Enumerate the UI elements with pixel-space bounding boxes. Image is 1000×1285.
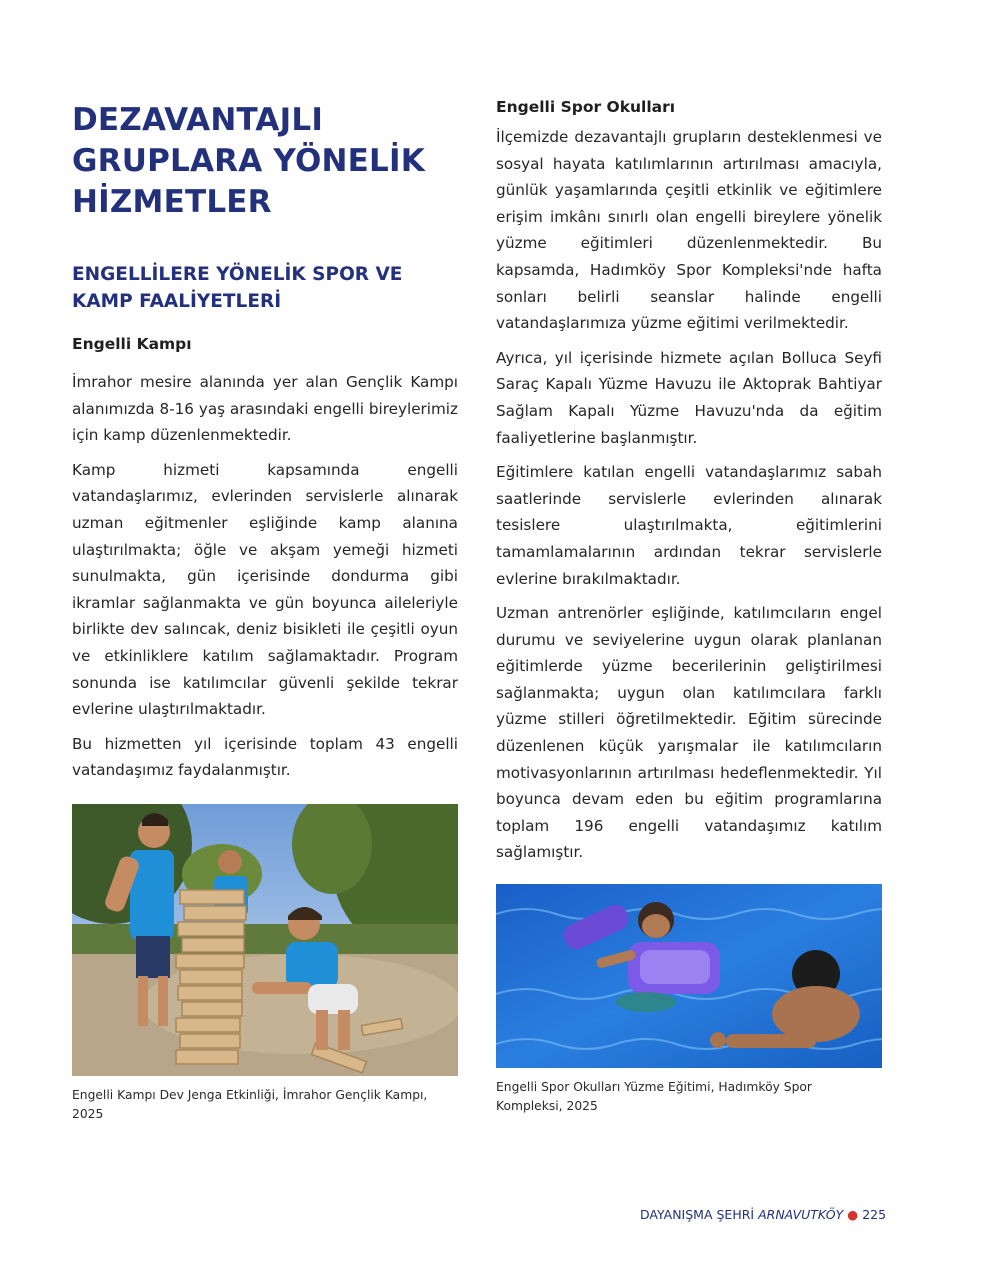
section-title bbox=[72, 261, 458, 315]
page-title-line: DEZAVANTAJLI bbox=[72, 102, 324, 138]
page-number: 225 bbox=[862, 1207, 887, 1222]
footer-dot-icon: ● bbox=[847, 1207, 859, 1222]
left-column bbox=[72, 96, 458, 1124]
jenga-photo-caption: Engelli Kampı Dev Jenga Etkinliği, İmrahor Gençlik Kampı, 2025 bbox=[72, 1087, 428, 1121]
camp-subtitle: Engelli Kampı bbox=[72, 335, 192, 353]
page-footer bbox=[640, 1207, 887, 1222]
page-title bbox=[72, 100, 458, 223]
right-column bbox=[496, 96, 882, 1116]
camp-paragraph: Kamp hizmeti kapsamında engelli vatandaşlarımız, evlerinden servislerle alınarak uzman eğitmenler eşliğinde kamp alanına ulaştırılmakta; öğle ve akşam yemeği hizmeti sunulmakta, gün içerisinde dondurma gibi ikramlar sağlanmakta ve gün boyunca aileleriyle birlikte dev salıncak, deniz bisikleti ile çeşitli oyun ve etkinliklere katılım sağlamaktadır. Program sonunda ise katılımcılar güvenli şekilde tekrar evlerine ulaştırılmaktadır. bbox=[72, 460, 458, 719]
swimming-photo bbox=[496, 884, 882, 1068]
jenga-photo bbox=[72, 804, 458, 1076]
section-title-line: KAMP FAALİYETLERİ bbox=[72, 291, 282, 312]
sports-school-subtitle: Engelli Spor Okulları bbox=[496, 98, 676, 116]
page-title-line: HİZMETLER bbox=[72, 184, 272, 220]
jenga-photo-illustration bbox=[72, 804, 458, 1076]
footer-brand: DAYANIŞMA ŞEHRİ bbox=[640, 1207, 755, 1222]
sports-school-paragraph: İlçemizde dezavantajlı grupların desteklenmesi ve sosyal hayata katılımlarının artırılması amacıyla, günlük yaşamlarında çeşitli etkinlik ve eğitimlere erişim imkânı sınırlı olan engelli bireylere yönelik yüzme eğitimleri düzenlenmektedir. Bu kapsamda, Hadımköy Spor Kompleksi'nde hafta sonları belirli seanslar halinde engelli vatandaşlarımıza yüzme eğitimi verilmektedir. bbox=[496, 128, 882, 333]
swimming-photo-caption: Engelli Spor Okulları Yüzme Eğitimi, Hadımköy Spor Kompleksi, 2025 bbox=[496, 1080, 812, 1114]
page-title-line: GRUPLARA YÖNELİK bbox=[72, 143, 425, 179]
camp-paragraph: Bu hizmetten yıl içerisinde toplam 43 engelli vatandaşımız faydalanmıştır. bbox=[72, 734, 458, 780]
camp-paragraph: İmrahor mesire alanında yer alan Gençlik Kampı alanımızda 8-16 yaş arasındaki engelli bireylerimiz için kamp düzenlenmektedir. bbox=[72, 373, 458, 445]
section-title-line: ENGELLİLERE YÖNELİK SPOR VE bbox=[72, 264, 403, 285]
sports-school-paragraph: Uzman antrenörler eşliğinde, katılımcıların engel durumu ve seviyelerine uygun olarak planlanan eğitimlerde yüzme becerilerinin geliştirilmesi sağlanmakta; uygun olan katılımcılara farklı yüzme stilleri öğretilmektedir. Eğitim sürecinde düzenlenen küçük yarışmalar ile katılımcıların motivasyonlarının artırılması hedeflenmektedir. Yıl boyunca devam eden bu eğitim programlarına toplam 196 engelli vatandaşımız katılım sağlamıştır. bbox=[496, 604, 882, 862]
swimming-photo-illustration bbox=[496, 884, 882, 1068]
sports-school-paragraph: Eğitimlere katılan engelli vatandaşlarımız sabah saatlerinde servislerle evlerinden alınarak tesislere ulaştırılmakta, eğitimlerini tamamlamalarının ardından tekrar servislerle evlerine bırakılmaktadır. bbox=[496, 463, 882, 588]
sports-school-paragraph: Ayrıca, yıl içerisinde hizmete açılan Bolluca Seyfi Saraç Kapalı Yüzme Havuzu ile Aktoprak Bahtiyar Sağlam Kapalı Yüzme Havuzu'nda da eğitim faaliyetlerine başlanmıştır. bbox=[496, 348, 882, 447]
footer-brand-italic: ARNAVUTKÖY bbox=[758, 1207, 844, 1222]
